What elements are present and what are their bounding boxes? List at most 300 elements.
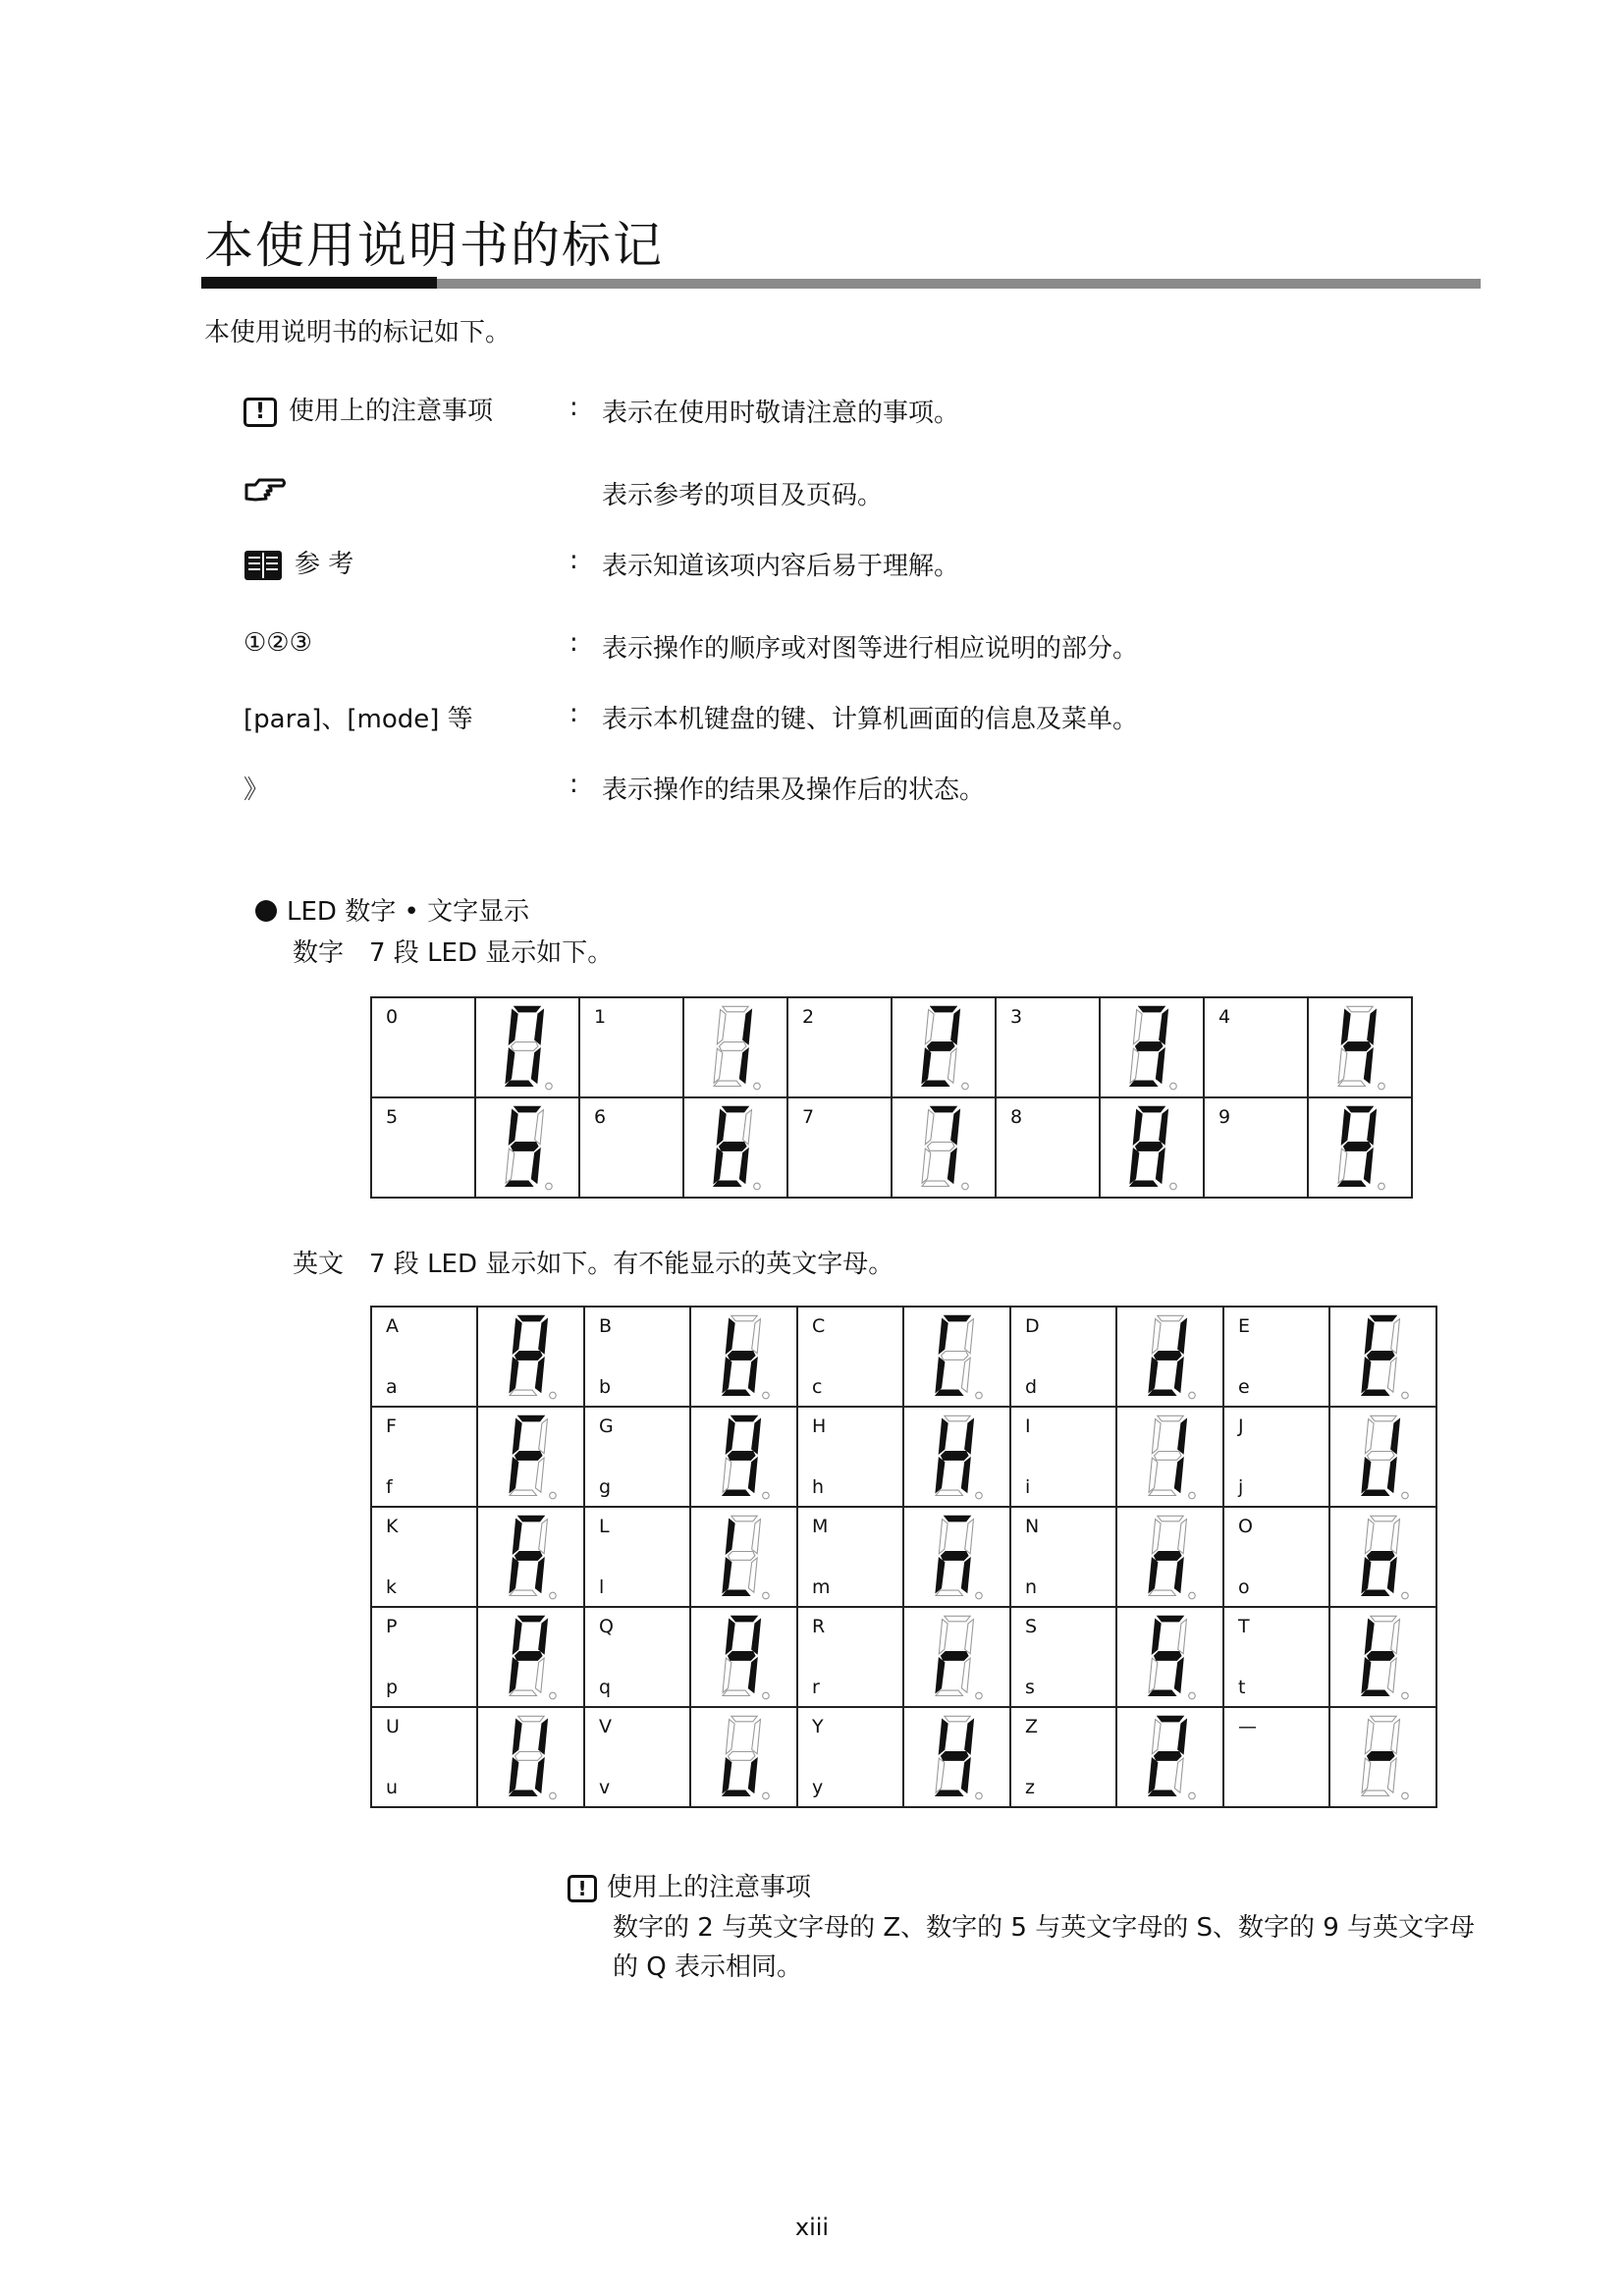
segment-d — [1130, 1081, 1157, 1086]
segment-e — [1362, 1658, 1371, 1692]
led-display-cell — [475, 997, 579, 1097]
segment-a — [731, 1315, 756, 1320]
legend-colon: : — [569, 546, 578, 575]
led-char-lower: l — [599, 1576, 605, 1598]
segment-b — [535, 1110, 544, 1145]
seven-segment-glyph — [712, 1312, 777, 1401]
decimal-point — [1170, 1183, 1177, 1190]
segment-d — [922, 1181, 948, 1186]
segment-a — [1370, 1516, 1395, 1521]
led-char-upper: V — [599, 1716, 612, 1737]
warning-icon: ! — [568, 1875, 597, 1902]
led-display-cell — [1329, 1307, 1436, 1407]
led-char-label-cell — [787, 997, 892, 1097]
segment-f — [513, 1319, 521, 1354]
segment-a — [1157, 1616, 1182, 1621]
led-display-cell — [1116, 1607, 1223, 1707]
seven-segment-glyph — [495, 1003, 560, 1092]
digits-table — [370, 996, 1413, 1199]
led-char-lower: q — [599, 1677, 612, 1698]
segment-d — [723, 1390, 749, 1395]
seven-segment-glyph — [925, 1413, 990, 1501]
segment-e — [723, 1758, 731, 1792]
segment-e — [936, 1558, 945, 1592]
led-char-upper: T — [1238, 1616, 1250, 1637]
segment-b — [1177, 1319, 1186, 1354]
decimal-point — [1401, 1692, 1408, 1699]
led-char-lower: g — [599, 1476, 612, 1498]
segment-e — [1362, 1458, 1371, 1492]
segment-f — [925, 1010, 934, 1044]
led-display-cell — [1329, 1407, 1436, 1507]
seven-segment-glyph — [495, 1103, 560, 1192]
led-char-label-cell — [584, 1407, 690, 1507]
seven-segment-glyph — [911, 1103, 976, 1192]
segment-c — [1156, 1148, 1164, 1183]
segment-f — [1365, 1419, 1374, 1454]
led-char-lower: j — [1238, 1476, 1244, 1498]
segment-f — [939, 1319, 947, 1354]
led-char-upper: Y — [812, 1716, 824, 1737]
led-char-upper: G — [599, 1415, 614, 1437]
led-char-lower: s — [1025, 1677, 1035, 1698]
led-char-label-cell — [371, 1097, 475, 1198]
segment-f — [1133, 1110, 1142, 1145]
decimal-point — [1188, 1592, 1195, 1599]
segment-c — [961, 1558, 970, 1592]
segment-e — [510, 1758, 518, 1792]
segment-b — [1177, 1419, 1186, 1454]
led-char-upper: R — [812, 1616, 826, 1637]
segment-b — [538, 1419, 547, 1454]
decimal-point — [975, 1692, 982, 1699]
segment-f — [1152, 1620, 1161, 1654]
led-char-upper: K — [386, 1516, 399, 1537]
segment-d — [714, 1081, 740, 1086]
led-char-label-cell — [797, 1507, 903, 1607]
segment-a — [517, 1415, 543, 1420]
led-table-row — [371, 997, 1412, 1097]
segment-f — [1341, 1010, 1350, 1044]
segment-e — [506, 1048, 514, 1083]
segment-d — [1149, 1690, 1175, 1695]
segment-f — [1152, 1720, 1161, 1754]
led-display-cell — [903, 1707, 1010, 1807]
decimal-point — [1401, 1792, 1408, 1799]
led-char-lower: d — [1025, 1376, 1038, 1398]
segment-a — [944, 1516, 969, 1521]
segment-f — [939, 1620, 947, 1654]
title-rule-dark — [201, 277, 437, 289]
segment-e — [1362, 1358, 1371, 1392]
led-char-label-cell — [1223, 1407, 1329, 1507]
segment-e — [723, 1558, 731, 1592]
segment-b — [1390, 1720, 1399, 1754]
segment-e — [510, 1558, 518, 1592]
segment-a — [1370, 1616, 1395, 1621]
seven-segment-glyph — [1351, 1613, 1416, 1701]
legend-desc: 表示操作的结果及操作后的状态。 — [602, 775, 986, 805]
led-char-upper: 6 — [594, 1106, 607, 1128]
led-char-label-cell — [1010, 1607, 1116, 1707]
segment-e — [510, 1658, 518, 1692]
segment-f — [1365, 1319, 1374, 1354]
led-char-upper: P — [386, 1616, 398, 1637]
segment-c — [531, 1148, 540, 1183]
segment-f — [726, 1319, 734, 1354]
decimal-point — [762, 1492, 769, 1499]
led-char-upper: O — [1238, 1516, 1253, 1537]
led-display-cell — [477, 1307, 584, 1407]
segment-b — [538, 1319, 547, 1354]
segment-b — [751, 1520, 760, 1554]
led-char-label-cell — [579, 997, 683, 1097]
led-char-upper: Z — [1025, 1716, 1039, 1737]
led-display-cell — [903, 1407, 1010, 1507]
pointing-hand-icon — [244, 475, 287, 505]
led-table-row — [371, 1507, 1436, 1607]
decimal-point — [1401, 1392, 1408, 1399]
segment-g — [941, 1552, 967, 1561]
segment-c — [1387, 1458, 1396, 1492]
led-char-upper: B — [599, 1315, 613, 1337]
segment-e — [936, 1458, 945, 1492]
segment-b — [951, 1110, 960, 1145]
segment-e — [936, 1358, 945, 1392]
seven-segment-glyph — [499, 1713, 564, 1801]
led-display-cell — [892, 997, 996, 1097]
led-display-cell — [903, 1307, 1010, 1407]
legend-symbol-caution: ! 使用上的注意事项 — [244, 391, 493, 427]
led-display-cell — [1329, 1507, 1436, 1607]
segment-f — [513, 1520, 521, 1554]
segment-e — [510, 1358, 518, 1392]
led-char-upper: 7 — [802, 1106, 815, 1128]
led-char-label-cell — [1223, 1707, 1329, 1807]
segment-f — [513, 1419, 521, 1454]
segment-d — [936, 1390, 962, 1395]
segment-g — [728, 1552, 754, 1561]
decimal-point — [762, 1692, 769, 1699]
segment-f — [1365, 1720, 1374, 1754]
segment-d — [936, 1690, 962, 1695]
decimal-point — [1170, 1083, 1177, 1090]
segment-d — [506, 1081, 532, 1086]
segment-e — [922, 1048, 931, 1083]
segment-a — [517, 1616, 543, 1621]
led-char-label-cell — [371, 1307, 477, 1407]
segment-d — [723, 1690, 749, 1695]
segment-a — [944, 1315, 969, 1320]
decimal-point — [546, 1083, 553, 1090]
led-char-upper: C — [812, 1315, 826, 1337]
segment-d — [510, 1790, 536, 1795]
led-display-cell — [1329, 1707, 1436, 1807]
decimal-point — [762, 1392, 769, 1399]
segment-g — [514, 1452, 541, 1461]
decimal-point — [762, 1592, 769, 1599]
legend-symbol-reference — [244, 475, 287, 511]
segment-c — [1387, 1758, 1396, 1792]
segment-a — [514, 1106, 540, 1111]
decimal-point — [1379, 1183, 1385, 1190]
seven-segment-glyph — [499, 1413, 564, 1501]
book-icon — [244, 549, 283, 582]
segment-a — [1157, 1415, 1182, 1420]
decimal-point — [975, 1392, 982, 1399]
segment-b — [1160, 1110, 1168, 1145]
led-display-cell — [683, 997, 787, 1097]
decimal-point — [975, 1492, 982, 1499]
segment-c — [535, 1758, 544, 1792]
led-char-upper: J — [1238, 1415, 1244, 1437]
led-char-upper: — — [1238, 1716, 1257, 1737]
decimal-point — [754, 1083, 761, 1090]
segment-e — [1149, 1658, 1158, 1692]
segment-f — [925, 1110, 934, 1145]
led-char-label-cell — [584, 1307, 690, 1407]
segment-b — [743, 1010, 752, 1044]
segment-c — [1387, 1358, 1396, 1392]
segment-g — [928, 1042, 954, 1051]
led-char-label-cell — [1223, 1507, 1329, 1607]
segment-f — [1152, 1319, 1161, 1354]
legend-symbol-result: 》 — [244, 775, 270, 805]
segment-c — [1156, 1048, 1164, 1083]
led-display-cell — [683, 1097, 787, 1198]
bullet-icon — [255, 900, 277, 922]
segment-c — [748, 1758, 757, 1792]
segment-d — [1149, 1390, 1175, 1395]
led-table-row — [371, 1307, 1436, 1407]
led-char-label-cell — [1010, 1407, 1116, 1507]
led-char-lower: k — [386, 1576, 398, 1598]
decimal-point — [1379, 1083, 1385, 1090]
segment-a — [1347, 1006, 1373, 1011]
segment-a — [731, 1415, 756, 1420]
seven-segment-glyph — [1351, 1513, 1416, 1601]
segment-d — [1362, 1790, 1388, 1795]
segment-e — [1338, 1148, 1347, 1183]
segment-c — [739, 1048, 748, 1083]
led-char-lower: r — [812, 1677, 820, 1698]
segment-b — [1177, 1520, 1186, 1554]
seven-segment-glyph — [1119, 1003, 1184, 1092]
decimal-point — [549, 1592, 556, 1599]
led-char-lower: c — [812, 1376, 823, 1398]
segment-g — [1136, 1042, 1163, 1051]
segment-d — [723, 1790, 749, 1795]
decimal-point — [962, 1183, 969, 1190]
segment-f — [1365, 1520, 1374, 1554]
segment-d — [1149, 1790, 1175, 1795]
led-char-label-cell — [584, 1707, 690, 1807]
decimal-point — [549, 1392, 556, 1399]
segment-c — [1387, 1558, 1396, 1592]
led-char-upper: E — [1238, 1315, 1251, 1337]
led-char-lower: b — [599, 1376, 612, 1398]
segment-b — [743, 1110, 752, 1145]
segment-f — [939, 1520, 947, 1554]
led-char-upper: S — [1025, 1616, 1038, 1637]
segment-b — [1177, 1720, 1186, 1754]
led-char-upper: 1 — [594, 1006, 607, 1028]
led-char-lower: a — [386, 1376, 398, 1398]
title-rule-grey — [437, 279, 1481, 289]
segment-c — [961, 1358, 970, 1392]
segment-a — [517, 1516, 543, 1521]
led-char-label-cell — [371, 1407, 477, 1507]
segment-b — [751, 1419, 760, 1454]
seven-segment-glyph — [712, 1613, 777, 1701]
segment-f — [513, 1720, 521, 1754]
seven-segment-glyph — [1138, 1312, 1203, 1401]
segment-e — [714, 1048, 723, 1083]
segment-f — [726, 1620, 734, 1654]
segment-d — [1362, 1490, 1388, 1495]
segment-a — [944, 1716, 969, 1721]
segment-e — [1149, 1458, 1158, 1492]
decimal-point — [754, 1183, 761, 1190]
led-char-label-cell — [797, 1607, 903, 1707]
segment-g — [1367, 1652, 1393, 1661]
segment-a — [1370, 1415, 1395, 1420]
segment-g — [941, 1752, 967, 1761]
led-display-cell — [477, 1607, 584, 1707]
segment-b — [538, 1720, 547, 1754]
segment-f — [726, 1720, 734, 1754]
seven-segment-glyph — [1138, 1513, 1203, 1601]
led-char-lower: p — [386, 1677, 399, 1698]
led-table-row — [371, 1607, 1436, 1707]
led-char-label-cell — [371, 997, 475, 1097]
led-char-upper: N — [1025, 1516, 1040, 1537]
segment-a — [731, 1516, 756, 1521]
segment-a — [1370, 1716, 1395, 1721]
intro-text: 本使用说明书的标记如下。 — [204, 318, 512, 347]
segment-b — [1177, 1620, 1186, 1654]
led-char-upper: Q — [599, 1616, 614, 1637]
segment-e — [922, 1148, 931, 1183]
legend-symbol-note: 参 考 — [244, 544, 353, 582]
led-char-label-cell — [579, 1097, 683, 1198]
led-char-upper: 3 — [1010, 1006, 1023, 1028]
page-number: xiii — [794, 2214, 830, 2241]
segment-g — [514, 1552, 541, 1561]
segment-f — [939, 1419, 947, 1454]
segment-g — [1154, 1552, 1180, 1561]
segment-a — [944, 1415, 969, 1420]
led-section-heading: LED 数字 • 文字显示 — [255, 891, 529, 928]
led-display-cell — [690, 1507, 797, 1607]
decimal-point — [546, 1183, 553, 1190]
segment-d — [1362, 1390, 1388, 1395]
segment-d — [922, 1081, 948, 1086]
led-char-upper: M — [812, 1516, 829, 1537]
segment-d — [510, 1390, 536, 1395]
segment-b — [751, 1720, 760, 1754]
decimal-point — [1188, 1792, 1195, 1799]
segment-d — [936, 1790, 962, 1795]
segment-c — [947, 1048, 956, 1083]
segment-b — [1368, 1010, 1377, 1044]
decimal-point — [1401, 1592, 1408, 1599]
led-char-upper: 2 — [802, 1006, 815, 1028]
led-char-label-cell — [787, 1097, 892, 1198]
segment-b — [535, 1010, 544, 1044]
segment-c — [739, 1148, 748, 1183]
led-char-label-cell — [1010, 1507, 1116, 1607]
segment-d — [510, 1490, 536, 1495]
segment-a — [944, 1616, 969, 1621]
segment-c — [961, 1758, 970, 1792]
led-char-upper: 5 — [386, 1106, 399, 1128]
led-char-label-cell — [1204, 1097, 1308, 1198]
led-char-label-cell — [1223, 1307, 1329, 1407]
led-table-row — [371, 1707, 1436, 1807]
segment-a — [517, 1716, 543, 1721]
decimal-point — [549, 1792, 556, 1799]
legend-desc: 表示参考的项目及页码。 — [602, 481, 884, 510]
led-char-upper: 0 — [386, 1006, 399, 1028]
segment-b — [538, 1520, 547, 1554]
seven-segment-glyph — [712, 1413, 777, 1501]
led-char-label-cell — [584, 1507, 690, 1607]
segment-g — [728, 1452, 754, 1461]
decimal-point — [1401, 1492, 1408, 1499]
segment-c — [535, 1658, 544, 1692]
led-display-cell — [690, 1307, 797, 1407]
segment-a — [931, 1106, 956, 1111]
seven-segment-glyph — [1327, 1103, 1392, 1192]
segment-d — [723, 1490, 749, 1495]
led-display-cell — [477, 1507, 584, 1607]
led-char-lower: y — [812, 1777, 824, 1798]
segment-e — [936, 1658, 945, 1692]
segment-c — [961, 1658, 970, 1692]
led-display-cell — [1100, 997, 1204, 1097]
page-title: 本使用说明书的标记 — [204, 217, 664, 274]
legend-desc: 表示操作的顺序或对图等进行相应说明的部分。 — [602, 634, 1139, 664]
segment-f — [717, 1010, 726, 1044]
segment-d — [1338, 1181, 1365, 1186]
led-char-lower: i — [1025, 1476, 1031, 1498]
seven-segment-glyph — [703, 1103, 768, 1192]
decimal-point — [549, 1692, 556, 1699]
led-display-cell — [477, 1707, 584, 1807]
legend-colon: : — [569, 628, 578, 658]
segment-c — [1174, 1658, 1183, 1692]
segment-d — [1149, 1590, 1175, 1595]
led-display-cell — [1116, 1507, 1223, 1607]
led-char-upper: 4 — [1218, 1006, 1231, 1028]
segment-e — [1338, 1048, 1347, 1083]
led-char-upper: H — [812, 1415, 827, 1437]
segment-a — [723, 1006, 748, 1011]
led-display-cell — [903, 1507, 1010, 1607]
led-char-label-cell — [1223, 1607, 1329, 1707]
seven-segment-glyph — [1138, 1613, 1203, 1701]
led-char-lower: u — [386, 1777, 399, 1798]
digits-caption: 数字 7 段 LED 显示如下。 — [293, 938, 614, 968]
led-display-cell — [1308, 1097, 1412, 1198]
segment-f — [726, 1520, 734, 1554]
segment-e — [936, 1758, 945, 1792]
led-char-upper: I — [1025, 1415, 1031, 1437]
segment-g — [1367, 1752, 1393, 1761]
segment-g — [514, 1352, 541, 1361]
segment-g — [1136, 1143, 1163, 1151]
